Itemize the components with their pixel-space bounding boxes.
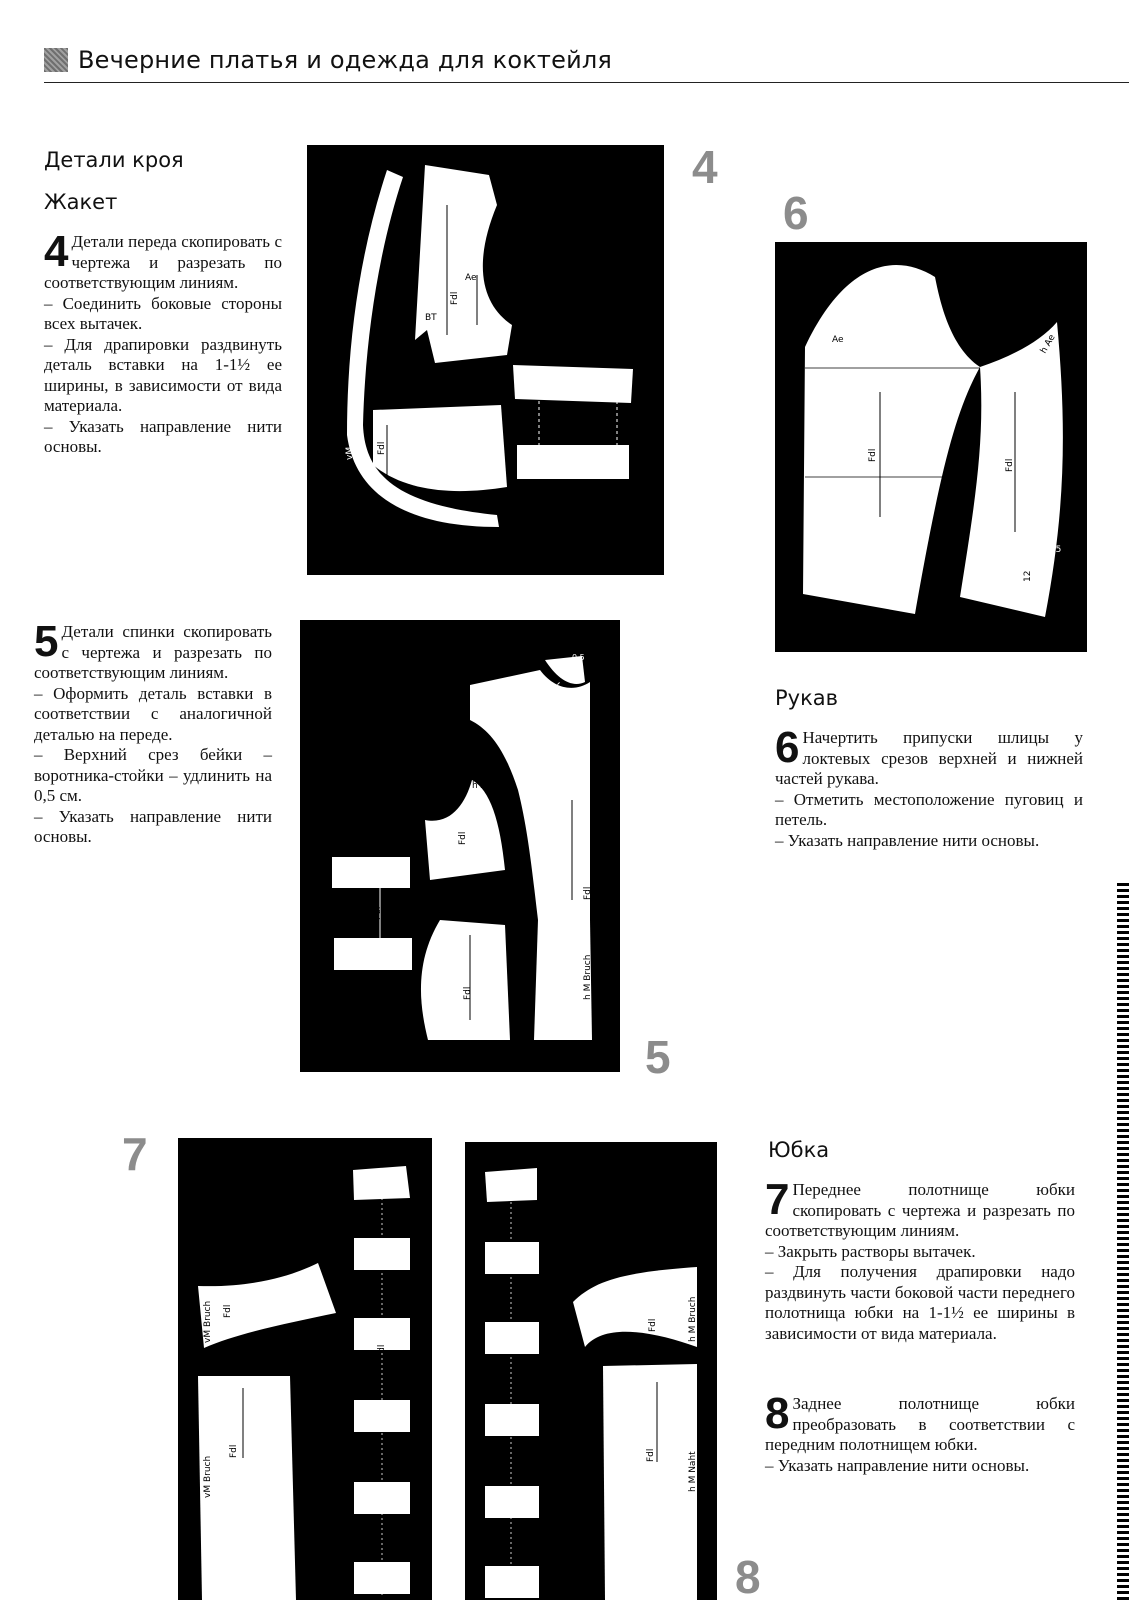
step-5-number: 5 <box>34 617 59 666</box>
f8-label-fdl: Fdl <box>648 1318 658 1332</box>
step-6-line: – Отметить местоположение пуговиц и петель. <box>775 789 1083 829</box>
f4-label-fdl-2: Fdl <box>377 441 387 455</box>
step-5-line: – Указать направление нити основы. <box>34 806 272 846</box>
step-4-number: 4 <box>44 227 69 276</box>
step-7-line: – Закрыть растворы вытачек. <box>765 1241 976 1261</box>
step-5-line: – Оформить деталь вставки в соответствии с аналогичной деталью на переде. <box>34 683 272 744</box>
step-8-line: – Указать направление нити основы. <box>765 1455 1030 1475</box>
step-8-text <box>765 1389 1075 1476</box>
f8-label-hmbruch: h M Bruch <box>688 1296 698 1342</box>
f5-label-hmn: hMN <box>585 657 594 675</box>
step-7-line: Переднее полотнище юбки скопировать с чертежа и разрезать по соответствующим линиям. <box>765 1180 1075 1240</box>
f5-label-fdl-3: Fdl <box>463 986 473 1000</box>
f4-label-vm: vM <box>345 446 355 460</box>
step-7-number: 7 <box>765 1175 790 1224</box>
step-4-line: – Указать направление нити основы. <box>44 416 282 456</box>
f7-label-vmbruch: vM Bruch <box>203 1300 213 1343</box>
f6-label-12: 12 <box>1023 570 1033 582</box>
figure-7-skirt-front <box>178 1138 432 1600</box>
f6-label-hae: h Ae <box>1038 333 1058 356</box>
f8-label-fdl-2: Fdl <box>646 1448 656 1462</box>
f4-label-bt: BT <box>425 313 437 323</box>
f6-label-25: 2,5 <box>915 535 930 545</box>
f5-label-fdl-2: Fdl <box>583 886 593 900</box>
f8-label-hmnaht: h M Naht <box>688 1451 698 1492</box>
f7-label-fdl: Fdl <box>223 1304 233 1318</box>
page-edge-strip <box>1117 880 1129 1600</box>
skirt-heading: Юбка <box>768 1138 830 1162</box>
step-5-line: Детали спинки скопировать с чертежа и разрезать по соответствующим линиям. <box>34 622 272 682</box>
step-4-text <box>44 227 282 458</box>
step-5-text <box>34 617 272 848</box>
details-heading: Детали кроя <box>44 148 184 172</box>
f5-label-ae: h Ae <box>472 781 493 791</box>
step-6-line: Начертить припуски шлицы у локтевых срезов верхней и нижней частей рукава. <box>775 728 1083 788</box>
jacket-heading: Жакет <box>44 190 118 214</box>
sleeve-heading: Рукав <box>775 686 839 710</box>
f6-label-fdl-2: Fdl <box>1005 458 1015 472</box>
figure-5-number: 5 <box>645 1031 671 1083</box>
page-header <box>44 44 1129 83</box>
step-4-line: Детали переда скопировать с чертежа и разрезать по соответствующим линиям. <box>44 232 282 292</box>
f5-label-hmbruch: h M Bruch <box>583 954 593 1000</box>
step-6-number: 6 <box>775 723 800 772</box>
f5-label-05: 0,5 <box>572 653 585 662</box>
step-4-line: – Для драпировки раздвинуть деталь вставки на 1-1½ ее ширины, в зависимости от вида материала. <box>44 334 282 415</box>
step-4-line: – Соединить боковые стороны всех вытачек. <box>44 293 282 333</box>
page-title: Вечерние платья и одежда для коктейля <box>78 46 613 74</box>
step-5-line: – Верхний срез бейки – воротника-стойки – удлинить на 0,5 см. <box>34 745 272 805</box>
figure-8-number: 8 <box>735 1551 761 1603</box>
f7-label-fdl-3: Fdl <box>377 1344 387 1358</box>
figure-5-jacket-back <box>300 620 620 1072</box>
step-6-text <box>775 723 1083 851</box>
f4-label-ae: Ae <box>465 273 477 283</box>
figure-4-jacket-front <box>307 145 664 575</box>
figure-6-number: 6 <box>783 187 809 239</box>
step-8-line: Заднее полотнище юбки преобразовать в соответствии с передним полотнищем юбки. <box>765 1394 1075 1454</box>
figure-7-number: 7 <box>122 1128 148 1180</box>
f6-label-ae: Ae <box>832 335 844 345</box>
f6-label-fdl: Fdl <box>868 448 878 462</box>
f7-label-fdl-2: Fdl <box>229 1444 239 1458</box>
figure-4-number: 4 <box>692 141 718 193</box>
f6-label-25-b: 2,5 <box>1047 545 1062 555</box>
step-7-text <box>765 1175 1075 1344</box>
step-6-line: – Указать направление нити основы. <box>775 830 1040 850</box>
step-8-number: 8 <box>765 1389 790 1438</box>
f5-label-fdl: Fdl <box>458 831 468 845</box>
f5-label-fdl-4: Fdl <box>373 906 383 920</box>
header-square-icon <box>44 48 68 72</box>
figure-8-skirt-back <box>465 1142 717 1600</box>
figure-6-sleeve <box>775 242 1087 652</box>
f7-label-vmbruch-2: vM Bruch <box>203 1455 213 1498</box>
f4-label-fdl: Fdl <box>450 291 460 305</box>
step-7-line: – Для получения драпировки надо раздвинуть части боковой части переднего полотнища юбки на 1-1½ ее ширины в зависимости от вида материала. <box>765 1262 1075 1343</box>
